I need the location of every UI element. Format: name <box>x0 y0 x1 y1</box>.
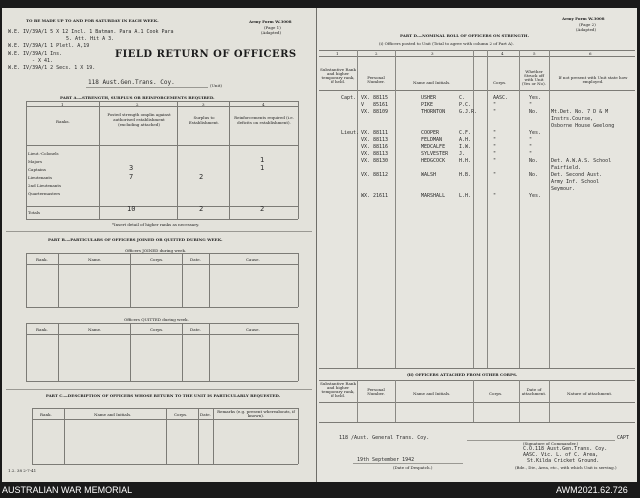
col-header: Rank. <box>36 257 48 262</box>
cell-name: COOPER <box>421 130 440 136</box>
cell-number: 88109 <box>373 109 389 115</box>
cell-initials: G.J.R. <box>459 109 478 115</box>
cell-corps: AASC. <box>493 95 509 101</box>
address-line: St.Kilda Cricket Ground. <box>527 458 600 464</box>
cell-present: Yes. <box>529 193 542 199</box>
divider <box>26 101 27 219</box>
rank-label-totals: Totals <box>28 210 41 215</box>
col-header-employed: If not present with Unit state how employed. <box>558 75 628 84</box>
reinforce-captains: 1 <box>260 164 265 172</box>
divider <box>6 231 312 232</box>
col-number: 6 <box>589 51 592 56</box>
divider <box>26 106 298 107</box>
divider <box>395 380 396 422</box>
col-number: 3 <box>202 102 205 107</box>
col-header: Remarks (e.g. present whereabouts, if known). <box>217 409 295 418</box>
cell-prefix: WX. <box>361 193 371 199</box>
cell-initials: P.C. <box>459 102 472 108</box>
divider <box>319 422 635 423</box>
form-page: (Page 1) <box>264 25 281 30</box>
cell-present: Yes. <box>529 95 542 101</box>
joined-title: Officers JOINED during week. <box>125 248 187 253</box>
part-d-title: PART D.—NOMINAL ROLL OF OFFICERS ON STRENGTH. <box>400 33 529 38</box>
divider <box>64 408 65 464</box>
col-header: Date. <box>190 257 201 262</box>
left-page <box>2 8 316 482</box>
posted-lieutenants: 7 <box>129 173 134 181</box>
divider <box>319 90 635 91</box>
divider <box>213 408 214 464</box>
cell-initials: C. <box>459 95 466 101</box>
cell-corps: " <box>493 151 497 157</box>
divider <box>519 50 520 368</box>
divider <box>26 381 298 382</box>
divider <box>166 408 167 464</box>
rank-label: Majors <box>28 159 43 164</box>
cell-name: FELDMAN <box>421 137 443 143</box>
cell-present: Yes. <box>529 130 542 136</box>
address-label: (Bde., Div., Area, etc., with which Unit is serving.) <box>515 465 617 470</box>
cell-name: MARSHALL <box>421 193 446 199</box>
page-title: FIELD RETURN OF OFFICERS <box>115 49 297 60</box>
col-number: 4 <box>262 102 265 107</box>
cell-name: SYLVESTER <box>421 151 449 157</box>
col-header-rank: Substantive Rank and higher temporary rank, if held. <box>320 67 356 84</box>
divider <box>99 101 100 219</box>
divider <box>26 253 298 254</box>
side-note: W.E. IV/39A/1 2 Secs. 1 X 19. <box>8 65 96 71</box>
divider <box>130 253 131 307</box>
col-header: Nature of attachment. <box>567 391 613 396</box>
col-number: 2 <box>375 51 378 56</box>
cell-employed: Fairfield. <box>551 165 582 171</box>
col-header: Rank. <box>36 327 48 332</box>
part-a-title: PART A.—STRENGTH, SURPLUS OR REINFORCEMENTS REQUIRED. <box>60 95 215 100</box>
cell-number: 85161 <box>373 102 389 108</box>
posted-totals: 10 <box>127 205 136 213</box>
divider <box>549 380 550 422</box>
cell-employed: Det. Second Aust. <box>551 172 603 178</box>
col-header: Date of attachment. <box>521 387 547 396</box>
despatch-line <box>353 463 463 464</box>
cell-name: WALSH <box>421 172 437 178</box>
cell-initials: J. <box>459 151 466 157</box>
col-number: 3 <box>431 51 434 56</box>
divider <box>182 253 183 307</box>
cell-employed: Instrs.Course, <box>551 116 594 122</box>
col-header: Name and Initials. <box>94 412 132 417</box>
form-number-right: Army Form W.3008 <box>562 16 605 21</box>
col-header: Substantive Rank and higher temporary rank, if held. <box>320 381 356 398</box>
cell-number: 88116 <box>373 144 389 150</box>
attached-title: (ii) OFFICERS ATTACHED FROM OTHER CORPS. <box>407 372 518 377</box>
rank-label: 2nd Lieutenants <box>28 183 62 188</box>
side-note: 5. Att. Hit A 3. <box>66 36 115 42</box>
despatch-label: (Date of Despatch.) <box>393 465 433 470</box>
cell-corps: " <box>493 109 497 115</box>
cell-employed: Army Inf. School <box>551 179 600 185</box>
cell-number: 88111 <box>373 130 389 136</box>
signature-rank: CAPT <box>617 435 630 441</box>
cell-name: PIKE <box>421 102 434 108</box>
col-header: Personal Number. <box>367 387 385 396</box>
col-header-posted: Posted strength omplin against authorised establishment (excluding attached) <box>107 112 171 127</box>
divider <box>177 101 178 219</box>
divider <box>473 50 474 368</box>
rank-label: Quartermasters <box>28 191 61 196</box>
despatch-date: 19th September 1942 <box>357 457 415 463</box>
cell-present: " <box>529 137 533 143</box>
made-up-line: TO BE MADE UP TO AND FOR SATURDAY IN EACH WEEK. <box>26 18 159 23</box>
cell-name: HEDGCOCK <box>421 158 446 164</box>
cell-employed: Det. A.W.A.S. School <box>551 158 612 164</box>
col-header: Corps. <box>150 257 164 262</box>
col-number: 1 <box>336 51 339 56</box>
divider <box>519 380 520 422</box>
unit-label: (Unit) <box>210 83 222 88</box>
col-number: 1 <box>61 102 64 107</box>
cell-name: THORNTON <box>421 109 446 115</box>
divider <box>58 323 59 381</box>
cell-number: 88113 <box>373 137 389 143</box>
divider <box>6 389 312 390</box>
cell-prefix: VX. <box>361 172 371 178</box>
posted-captains: 3 <box>129 164 134 172</box>
col-header-name: Name and Initials. <box>413 80 451 85</box>
form-number: Army Form W.3008 <box>249 19 292 24</box>
rank-label: Lieut.-Colonels <box>28 151 59 156</box>
divider <box>58 253 59 307</box>
cell-employed: Mt.Det. No. 7 D & M <box>551 109 609 115</box>
part-c-title: PART C.—DESCRIPTION OF OFFICERS WHOSE RETURN TO THE UNIT IS PARTICULARLY REQUESTED. <box>45 393 281 398</box>
cell-prefix: VX. <box>361 137 371 143</box>
cell-prefix: VX. <box>361 95 371 101</box>
col-header-reinforcements: Reinforcements required (i.e. deficits on establishment). <box>234 115 294 125</box>
col-header: Name. <box>88 327 102 332</box>
side-note: W.E. IV/39A/1 1 Pletl. A,19 <box>8 43 90 49</box>
cell-initials: I.W. <box>459 144 472 150</box>
divider <box>198 408 199 464</box>
divider <box>26 219 298 220</box>
divider <box>298 101 299 219</box>
divider <box>26 145 298 146</box>
cell-initials: L.H. <box>459 193 472 199</box>
divider <box>32 464 298 465</box>
cell-number: 21611 <box>373 193 389 199</box>
divider <box>130 323 131 381</box>
divider <box>26 253 27 307</box>
cell-number: 88113 <box>373 151 389 157</box>
divider <box>473 380 474 422</box>
cell-corps: " <box>493 172 497 178</box>
divider <box>319 50 635 51</box>
cell-employed: Seymour. <box>551 186 576 192</box>
side-note: W.E. IV/39A/1 Ins. <box>8 51 63 57</box>
divider <box>32 419 298 420</box>
divider <box>229 101 230 219</box>
cell-initials: A.H. <box>459 137 472 143</box>
divider <box>549 50 550 368</box>
cell-corps: " <box>493 130 497 136</box>
form-page-right: (Page 2) <box>579 22 596 27</box>
divider <box>319 402 635 403</box>
cell-number: 88115 <box>373 95 389 101</box>
cell-corps: " <box>493 193 497 199</box>
col-header: Corps. <box>174 412 188 417</box>
divider <box>298 253 299 307</box>
col-header: Date. <box>200 412 211 417</box>
col-header: Name. <box>88 257 102 262</box>
cell-number: 88112 <box>373 172 389 178</box>
divider <box>319 368 635 369</box>
col-header-corps: Corps. <box>493 80 507 85</box>
divider <box>26 101 298 102</box>
footer-accession: AWM2021.62.726 <box>556 485 628 495</box>
divider <box>319 56 635 57</box>
divider <box>26 334 298 335</box>
col-number: 2 <box>136 102 139 107</box>
divider <box>26 323 298 324</box>
side-note: W.E. IV/39A/1 5 X 12 Incl. 1 Batman. Para A.1 Cook Para <box>8 29 174 35</box>
quitted-title: Officers QUITTED during week. <box>124 317 189 322</box>
col-header: Rank. <box>40 412 52 417</box>
divider <box>209 253 210 307</box>
cell-name: MEDCALFE <box>421 144 446 150</box>
divider <box>298 408 299 464</box>
divider <box>26 307 298 308</box>
col-header-present: Whether Struck off with Unit (Yes or No). <box>522 69 546 86</box>
cell-corps: " <box>493 102 497 108</box>
divider <box>357 380 358 422</box>
col-header-number: Personal Number. <box>367 75 385 84</box>
cell-corps: " <box>493 158 497 164</box>
cell-prefix: VX. <box>361 109 371 115</box>
right-page <box>317 8 637 482</box>
form-adapted-right: (Adapted) <box>576 27 597 32</box>
unit-name: 118 Aust.Gen.Trans. Coy. <box>88 79 175 86</box>
col-header: Cause. <box>246 327 260 332</box>
cell-initials: H.H. <box>459 158 472 164</box>
cell-prefix: VX. <box>361 158 371 164</box>
print-code: 1.2. 38 2-7-41 <box>8 468 37 473</box>
cell-rank: Lieut. <box>341 130 360 136</box>
rank-label: Lieutenants <box>28 175 53 180</box>
divider <box>209 323 210 381</box>
col-header-surplus: Surplus to Establishment. <box>188 115 220 125</box>
cell-name: USHER <box>421 95 437 101</box>
col-header: Corps. <box>489 391 503 396</box>
divider <box>319 380 635 381</box>
cell-prefix: V <box>361 102 365 108</box>
signature-label: (Signature of Commander.) <box>523 441 579 446</box>
cell-corps: " <box>493 144 497 150</box>
surplus-lieutenants: 2 <box>199 173 204 181</box>
divider <box>26 264 298 265</box>
footer-bar <box>0 484 640 498</box>
cell-present: " <box>529 144 533 150</box>
cell-prefix: VX. <box>361 144 371 150</box>
col-number: 4 <box>501 51 504 56</box>
part-b-title: PART B.—PARTICULARS OF OFFICERS JOINED OR QUITTED DURING WEEK. <box>48 237 223 242</box>
footer-credit: AUSTRALIAN WAR MEMORIAL <box>2 485 133 495</box>
part-a-footnote: *Insert detail of higher ranks as necessary. <box>112 222 200 227</box>
cell-initials: H.B. <box>459 172 472 178</box>
divider <box>26 206 298 207</box>
cell-rank: Capt. <box>341 95 357 101</box>
side-note: - X 41. <box>32 58 54 64</box>
form-adapted: (Adapted) <box>261 30 282 35</box>
signature-unit: 118 /Aust. General Trans. Coy. <box>339 435 430 441</box>
divider <box>357 50 358 368</box>
col-header: Date. <box>190 327 201 332</box>
reinforce-totals: 2 <box>260 205 265 213</box>
divider <box>26 323 27 381</box>
unit-underline <box>86 87 208 88</box>
cell-present: No. <box>529 158 539 164</box>
col-header: Corps. <box>150 327 164 332</box>
divider <box>395 50 396 368</box>
col-header: Cause. <box>246 257 260 262</box>
part-d-subtitle: (i) Officers posted to Unit (Total to agree with column 2 of Part A). <box>379 41 514 46</box>
col-header-ranks: Ranks. <box>56 119 70 124</box>
divider <box>32 408 33 464</box>
cell-prefix: VX. <box>361 151 371 157</box>
divider <box>298 323 299 381</box>
address-line: C.O.118 Aust.Gen.Trans. Coy. <box>523 446 608 452</box>
cell-corps: " <box>493 137 497 143</box>
address-line: AASC. Vic. L. of C. Area, <box>523 452 599 458</box>
cell-present: " <box>529 102 533 108</box>
divider <box>487 50 488 368</box>
rank-label: Captains <box>28 167 46 172</box>
cell-number: 88130 <box>373 158 389 164</box>
cell-present: No. <box>529 172 539 178</box>
reinforce-majors: 1 <box>260 156 265 164</box>
cell-initials: C.F. <box>459 130 472 136</box>
cell-employed: Osborne House Geelong <box>551 123 615 129</box>
surplus-totals: 2 <box>199 205 204 213</box>
cell-present: " <box>529 151 533 157</box>
col-header: Name and Initials. <box>413 391 451 396</box>
cell-prefix: VX. <box>361 130 371 136</box>
cell-present: No. <box>529 109 539 115</box>
col-number: 5 <box>533 51 536 56</box>
divider <box>182 323 183 381</box>
